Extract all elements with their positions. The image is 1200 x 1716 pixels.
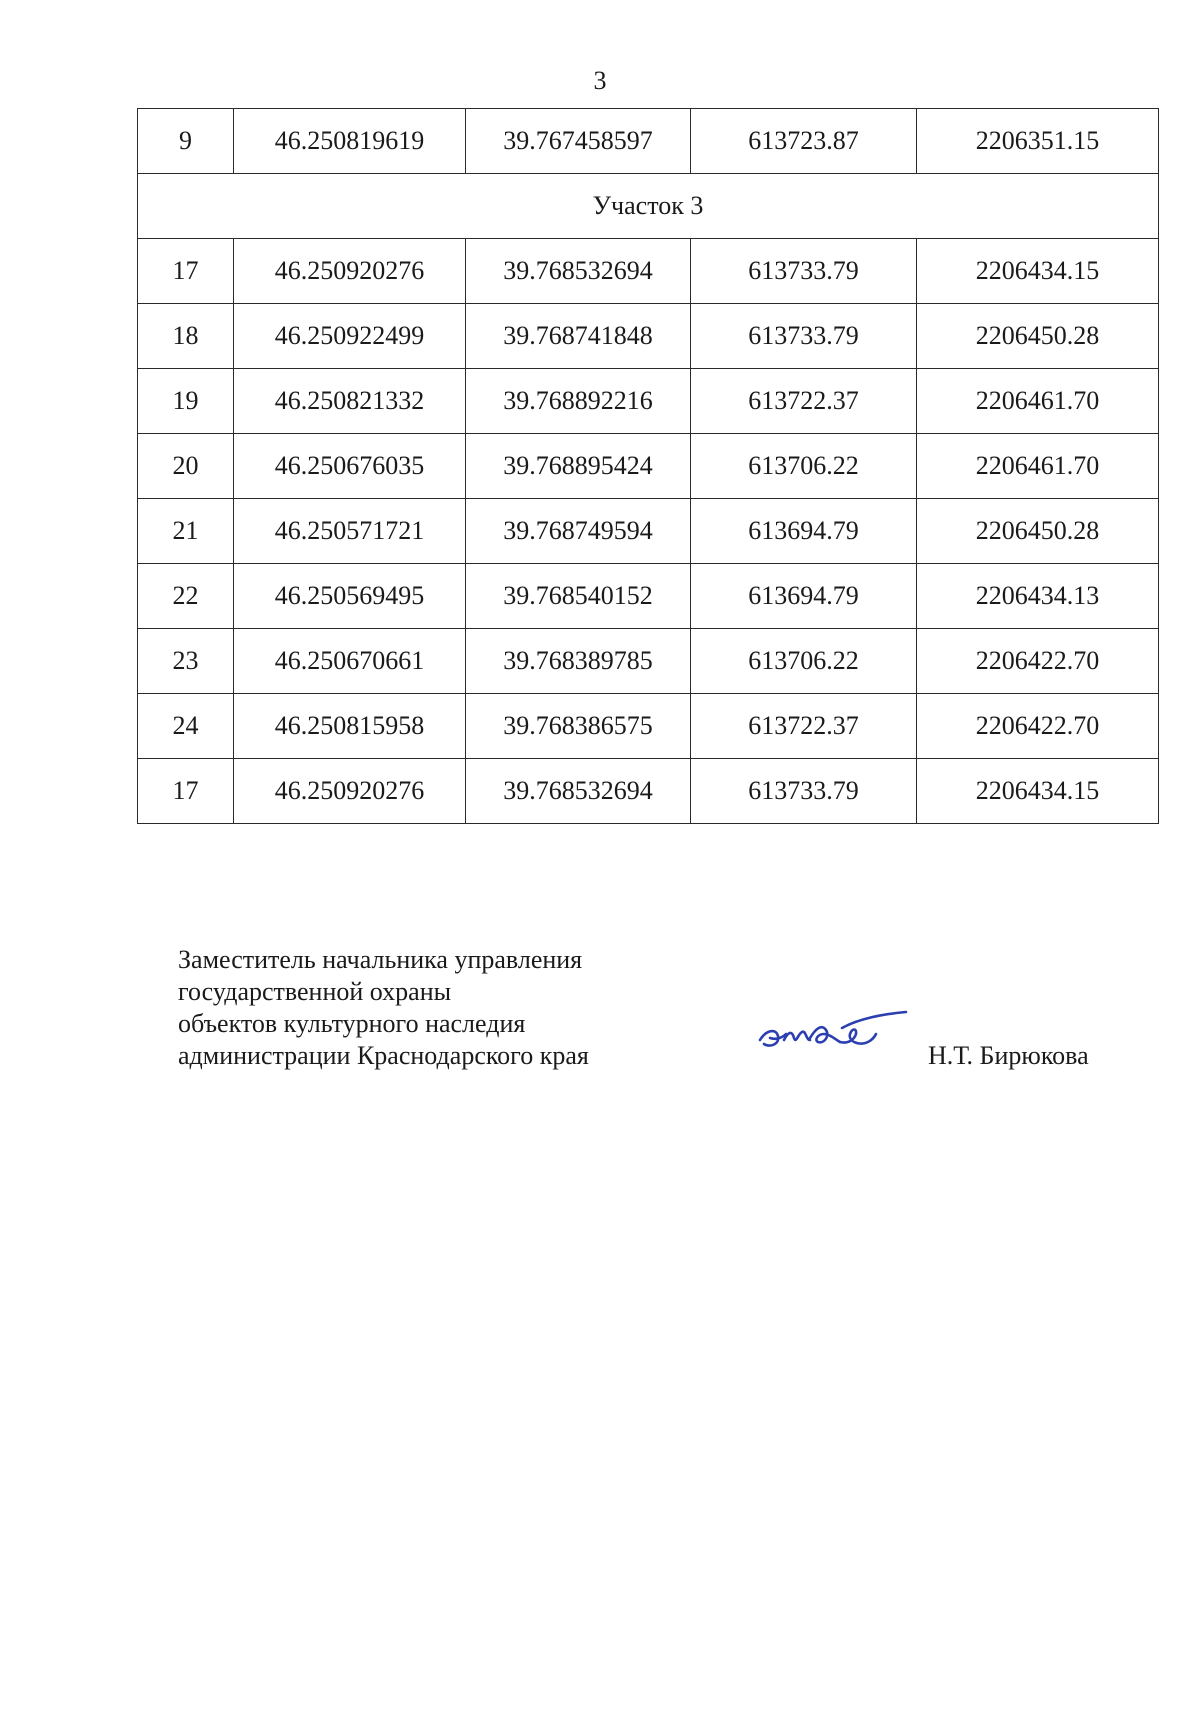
longitude-cell: 39.768389785 [466, 629, 691, 694]
longitude-cell: 39.768741848 [466, 304, 691, 369]
table-row [138, 629, 1159, 694]
y-coordinate-cell: 2206422.70 [917, 629, 1159, 694]
longitude-cell: 39.768386575 [466, 694, 691, 759]
longitude-cell: 39.768749594 [466, 499, 691, 564]
x-coordinate-cell: 613694.79 [691, 564, 917, 629]
point-number-cell: 19 [138, 369, 234, 434]
section-title-cell: Участок 3 [138, 174, 1159, 239]
x-coordinate-cell: 613706.22 [691, 434, 917, 499]
signer-position-line: объектов культурного наследия [178, 1009, 526, 1038]
table-row [138, 694, 1159, 759]
point-number-cell: 22 [138, 564, 234, 629]
section-row [138, 174, 1159, 239]
coordinates-table-body [138, 109, 1159, 824]
x-coordinate-cell: 613733.79 [691, 759, 917, 824]
longitude-cell: 39.767458597 [466, 109, 691, 174]
signer-name: Н.Т. Бирюкова [928, 1041, 1089, 1070]
latitude-cell: 46.250922499 [234, 304, 466, 369]
latitude-cell: 46.250815958 [234, 694, 466, 759]
x-coordinate-cell: 613733.79 [691, 239, 917, 304]
longitude-cell: 39.768540152 [466, 564, 691, 629]
x-coordinate-cell: 613722.37 [691, 694, 917, 759]
latitude-cell: 46.250571721 [234, 499, 466, 564]
coordinates-table [137, 108, 1159, 824]
table-row [138, 304, 1159, 369]
point-number-cell: 17 [138, 759, 234, 824]
table-row [138, 109, 1159, 174]
point-number-cell: 20 [138, 434, 234, 499]
latitude-cell: 46.250821332 [234, 369, 466, 434]
y-coordinate-cell: 2206461.70 [917, 369, 1159, 434]
longitude-cell: 39.768895424 [466, 434, 691, 499]
longitude-cell: 39.768532694 [466, 759, 691, 824]
table-row [138, 369, 1159, 434]
latitude-cell: 46.250819619 [234, 109, 466, 174]
y-coordinate-cell: 2206461.70 [917, 434, 1159, 499]
y-coordinate-cell: 2206351.15 [917, 109, 1159, 174]
y-coordinate-cell: 2206434.15 [917, 239, 1159, 304]
y-coordinate-cell: 2206434.15 [917, 759, 1159, 824]
longitude-cell: 39.768532694 [466, 239, 691, 304]
handwritten-signature [756, 994, 916, 1064]
signer-position-line: администрации Краснодарского края [178, 1041, 589, 1070]
latitude-cell: 46.250676035 [234, 434, 466, 499]
latitude-cell: 46.250920276 [234, 759, 466, 824]
x-coordinate-cell: 613722.37 [691, 369, 917, 434]
latitude-cell: 46.250569495 [234, 564, 466, 629]
table-row [138, 499, 1159, 564]
longitude-cell: 39.768892216 [466, 369, 691, 434]
y-coordinate-cell: 2206450.28 [917, 499, 1159, 564]
x-coordinate-cell: 613723.87 [691, 109, 917, 174]
table-row [138, 434, 1159, 499]
point-number-cell: 23 [138, 629, 234, 694]
y-coordinate-cell: 2206422.70 [917, 694, 1159, 759]
x-coordinate-cell: 613694.79 [691, 499, 917, 564]
table-row [138, 564, 1159, 629]
x-coordinate-cell: 613706.22 [691, 629, 917, 694]
signer-position-line: государственной охраны [178, 977, 452, 1006]
point-number-cell: 17 [138, 239, 234, 304]
page-number: 3 [593, 66, 607, 95]
y-coordinate-cell: 2206450.28 [917, 304, 1159, 369]
table-row [138, 239, 1159, 304]
signer-position [178, 944, 589, 1072]
point-number-cell: 24 [138, 694, 234, 759]
point-number-cell: 9 [138, 109, 234, 174]
x-coordinate-cell: 613733.79 [691, 304, 917, 369]
y-coordinate-cell: 2206434.13 [917, 564, 1159, 629]
point-number-cell: 18 [138, 304, 234, 369]
table-row [138, 759, 1159, 824]
latitude-cell: 46.250670661 [234, 629, 466, 694]
latitude-cell: 46.250920276 [234, 239, 466, 304]
point-number-cell: 21 [138, 499, 234, 564]
signer-position-line: Заместитель начальника управления [178, 945, 583, 974]
